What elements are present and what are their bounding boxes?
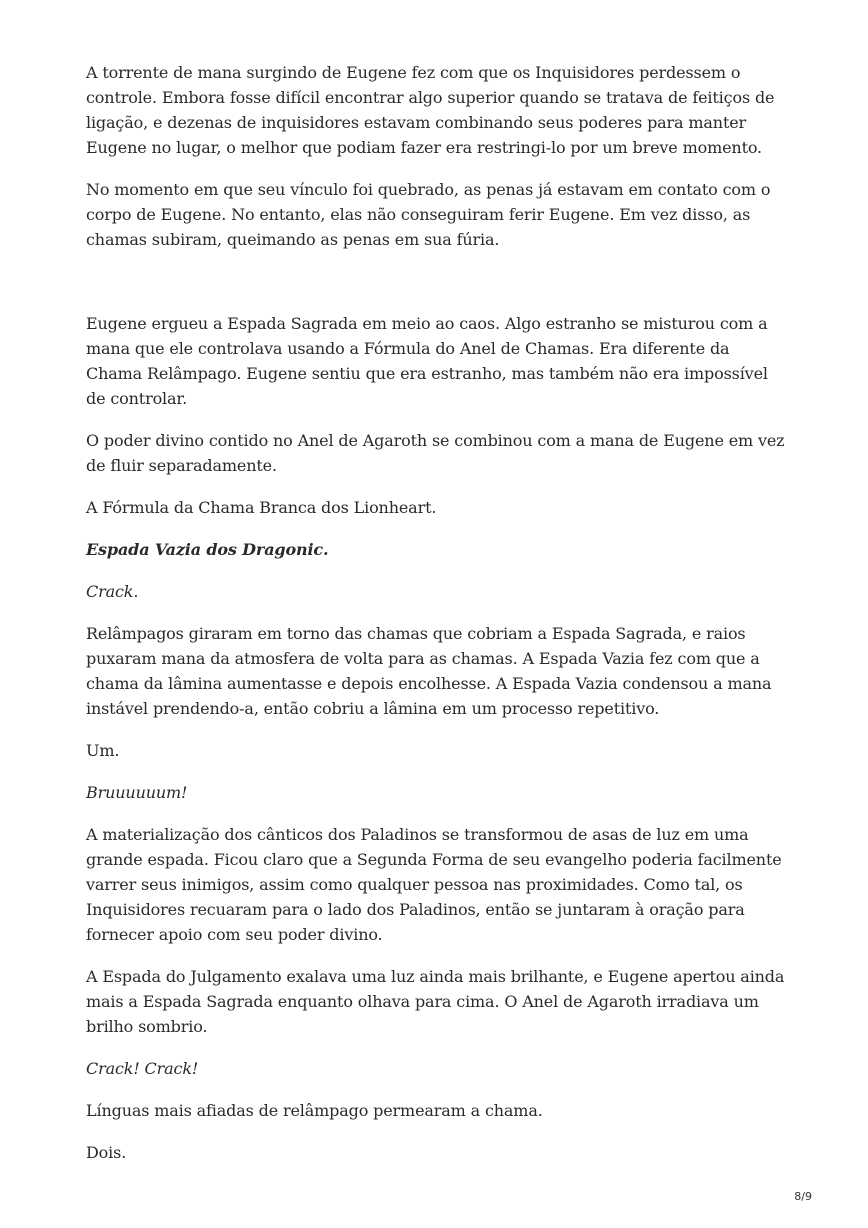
- paragraph: Relâmpagos giraram em torno das chamas que cobriam a Espada Sagrada, e raios puxaram mana da atmosfera de volta para as chamas. A Espada Vazia fez com que a chama da lâmina aumentasse e depois encolhesse. A Espada Vazia condensou a mana instável prendendo-a, então cobriu a lâmina em um processo repetitivo.: [86, 624, 772, 718]
- paragraph: Um.: [86, 741, 120, 760]
- paragraph: A Espada do Julgamento exalava uma luz ainda mais brilhante, e Eugene apertou ainda mais a Espada Sagrada enquanto olhava para cima. O Anel de Agaroth irradiava um brilho sombrio.: [86, 967, 785, 1036]
- section-break: [86, 269, 786, 311]
- sound-effect-text: Bruuuuuum!: [86, 783, 188, 802]
- document-body: [86, 60, 786, 1182]
- sound-effect: [86, 579, 786, 604]
- sound-effect-text: Crack.: [86, 582, 139, 601]
- sound-effect: [86, 1056, 786, 1081]
- paragraph: Dois.: [86, 1143, 127, 1162]
- paragraph: A Fórmula da Chama Branca dos Lionheart.: [86, 498, 437, 517]
- paragraph: O poder divino contido no Anel de Agaroth se combinou com a mana de Eugene em vez de fluir separadamente.: [86, 431, 785, 475]
- paragraph: A materialização dos cânticos dos Paladinos se transformou de asas de luz em uma grande espada. Ficou claro que a Segunda Forma de seu evangelho poderia facilmente varrer seus inimigos, assim como qualquer pessoa nas proximidades. Como tal, os Inquisidores recuaram para o lado dos Paladinos, então se juntaram à oração para fornecer apoio com seu poder divino.: [86, 825, 782, 944]
- sound-effect: [86, 780, 786, 805]
- paragraph: Línguas mais afiadas de relâmpago permearam a chama.: [86, 1101, 543, 1120]
- sound-effect-text: Crack! Crack!: [86, 1059, 199, 1078]
- paragraph: No momento em que seu vínculo foi quebrado, as penas já estavam em contato com o corpo de Eugene. No entanto, elas não conseguiram ferir Eugene. Em vez disso, as chamas subiram, queimando as penas em sua fúria.: [86, 180, 771, 249]
- paragraph: A torrente de mana surgindo de Eugene fez com que os Inquisidores perdessem o controle. Embora fosse difícil encontrar algo superior quando se tratava de feitiços de ligação, e dezenas de inquisidores estavam combinando seus poderes para manter Eugene no lugar, o melhor que podiam fazer era restringi-lo por um breve momento.: [86, 63, 775, 157]
- paragraph: Eugene ergueu a Espada Sagrada em meio ao caos. Algo estranho se misturou com a mana que ele controlava usando a Fórmula do Anel de Chamas. Era diferente da Chama Relâmpago. Eugene sentiu que era estranho, mas também não era impossível de controlar.: [86, 314, 768, 408]
- page-number: 8/9: [794, 1190, 812, 1203]
- technique-name: Espada Vazia dos Dragonic.: [86, 540, 329, 559]
